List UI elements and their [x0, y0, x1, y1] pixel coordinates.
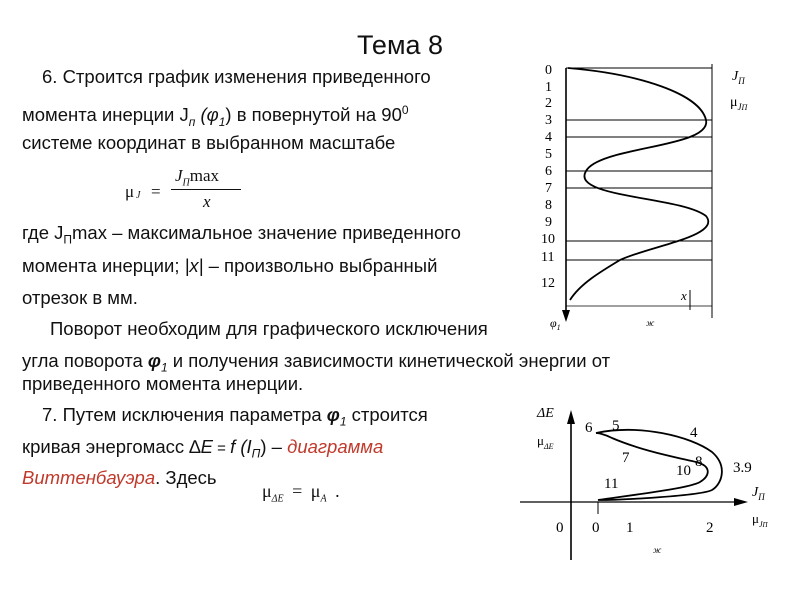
point-label-8: 8: [695, 454, 703, 470]
phi-label-0: 0: [545, 63, 552, 78]
para6-line1: 6. Строится график изменения приведенного: [42, 66, 431, 87]
where-line3: отрезок в мм.: [22, 287, 138, 308]
bottom-bottom-mark: ж: [653, 545, 662, 555]
x-segment-label: x: [681, 288, 687, 303]
mu-j-bottom-label: $\mu_JП$: [752, 511, 768, 529]
para7-line1: 7. Путем исключения параметра $\varphi_1$ строится: [42, 404, 428, 429]
phi-label-3: 3: [545, 113, 552, 128]
j-axis-bottom-arrow: [734, 498, 748, 506]
de-label: ΔE: [537, 406, 554, 421]
formula-mu-de: $\mu_{\Delta E} = \mu_A$ .: [262, 481, 340, 505]
rotation-line3: приведенного момента инерции.: [22, 373, 304, 394]
where-line1: где $J_П\max$ – максимальное значение приведенного: [22, 222, 461, 247]
phi-label-6: 6: [545, 164, 552, 179]
phi-label-7: 7: [545, 181, 552, 196]
de-axis-arrow: [567, 410, 575, 424]
rotation-line2: угла поворота $\varphi_1$ и получения зависимости кинетической энергии от: [22, 350, 611, 375]
mu-j-label: $\mu_JП$: [730, 95, 748, 112]
j-bottom-label: $J_П$: [752, 485, 765, 502]
x-tick-1: 0: [592, 520, 600, 536]
phi-label-9: 9: [545, 215, 552, 230]
slide-title: Тема 8: [356, 30, 444, 60]
phi-label-5: 5: [545, 147, 552, 162]
x-tick-3: 2: [706, 520, 714, 536]
para7-line2: кривая энергомасс ∆E = f $(I_П)$ – диаграмма: [22, 436, 384, 461]
point-label-4: 4: [690, 425, 698, 441]
j-axis-label: $J_П$: [732, 69, 745, 86]
point-label-6: 6: [585, 420, 593, 436]
phi-label-12: 12: [541, 276, 555, 291]
point-label-11: 11: [604, 476, 619, 492]
x-tick-2: 1: [626, 520, 634, 536]
phi-axis-label: $\varphi_1$: [550, 316, 561, 332]
where-line2: момента инерции; |x| – произвольно выбранный: [22, 255, 438, 276]
phi-label-8: 8: [545, 198, 552, 213]
phi-label-2: 2: [545, 96, 552, 111]
para6-line3: системе координат в выбранном масштабе: [22, 132, 396, 153]
para7-line3: Виттенбауэра. Здесь: [22, 467, 217, 488]
mu-de-label: $\mu_{\Delta E}$: [537, 433, 554, 451]
phi-label-11: 11: [541, 250, 555, 265]
phi-label-10: 10: [541, 232, 555, 247]
phi-label-1: 1: [545, 80, 552, 95]
x-tick-0: 0: [556, 520, 564, 536]
point-label-3-9: 3.9: [733, 460, 752, 476]
rotation-line1: Поворот необходим для графического исключения: [50, 318, 488, 339]
para6-line2: момента инерции $J_п$ $(\varphi_1)$ в повернутой на $90^0$: [22, 103, 409, 129]
point-label-7: 7: [622, 450, 630, 466]
point-label-10: 10: [676, 463, 691, 479]
point-label-5: 5: [612, 418, 620, 434]
phi-label-4: 4: [545, 130, 552, 145]
top-bottom-mark: ж: [646, 318, 655, 328]
